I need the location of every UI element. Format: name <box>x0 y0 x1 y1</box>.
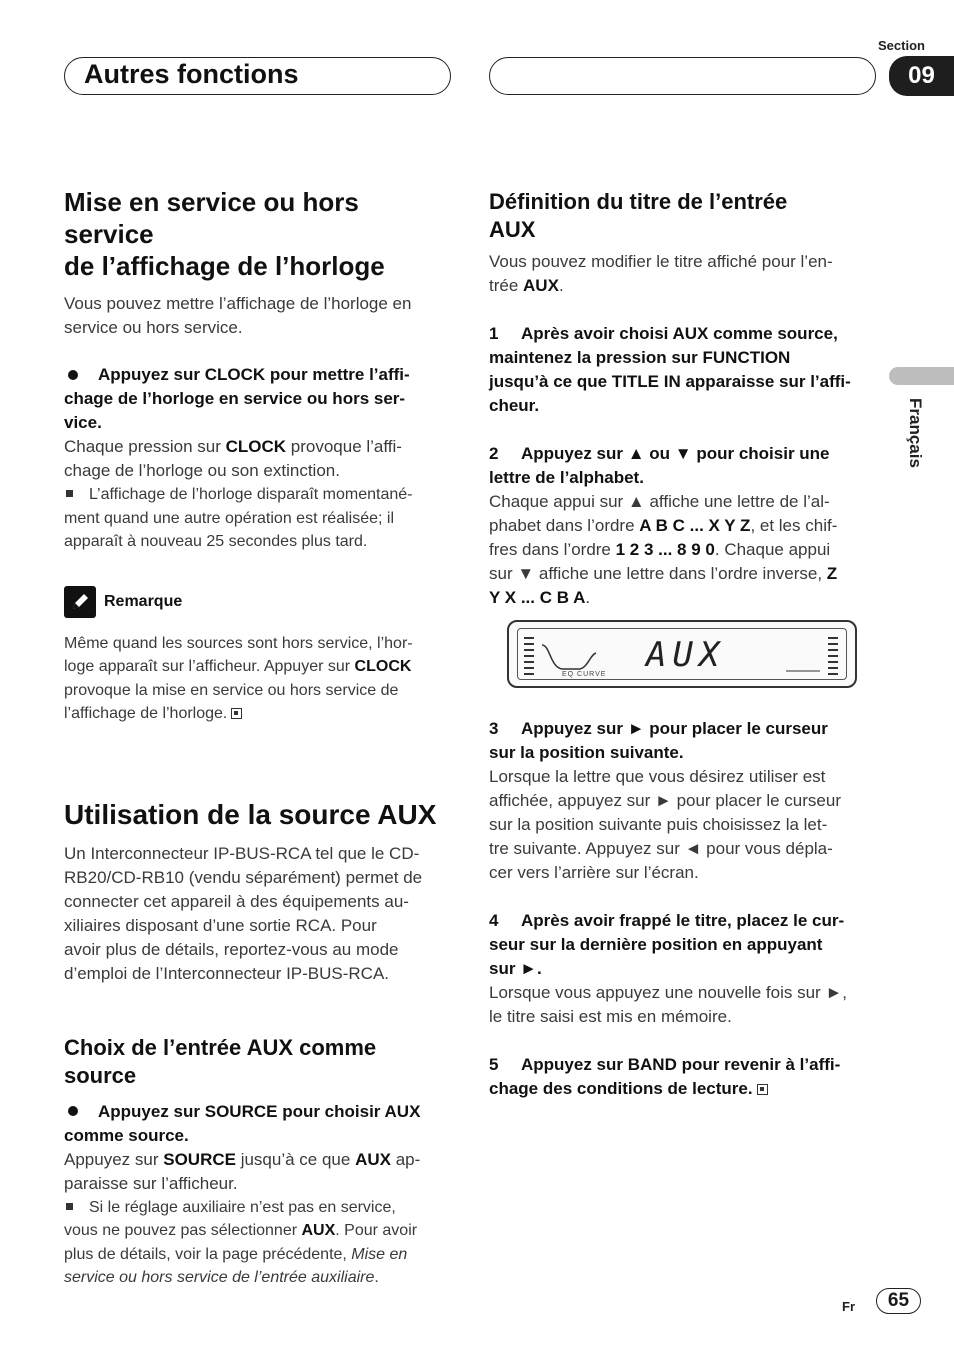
text-line: avoir plus de détails, reportez-vous au mode <box>64 939 399 959</box>
key-name: 1 2 3 ... 8 9 0 <box>615 540 715 559</box>
lcd-screen <box>517 628 847 680</box>
note-square-icon <box>66 1203 73 1210</box>
text-line: Après avoir frappé le titre, placez le cur- <box>521 911 845 930</box>
text-line: seur sur la dernière position en appuyant <box>489 935 823 954</box>
remark-label: Remarque <box>104 592 183 610</box>
step-4 <box>489 909 875 981</box>
end-mark-icon <box>757 1084 768 1095</box>
text-line: Appuyez sur BAND pour revenir à l’affi- <box>521 1055 841 1074</box>
aux-title-intro <box>489 250 875 298</box>
step-number: 2 <box>489 444 499 463</box>
cross-reference: service ou hors service de l’entrée auxiliaire <box>64 1269 375 1286</box>
key-name: Y X ... C B A <box>489 588 586 607</box>
clock-section-title <box>64 186 450 282</box>
text-line: Lorsque vous appuyez une nouvelle fois sur ►, <box>489 983 847 1002</box>
text-line: chage de l’horloge en service ou hors ser- <box>64 389 406 408</box>
key-name: CLOCK <box>354 658 412 675</box>
text-line: Appuyez sur SOURCE pour choisir AUX <box>98 1101 421 1121</box>
note-square-icon <box>66 490 73 497</box>
text-line: affichée, appuyez sur ► pour placer le curseur <box>489 791 841 810</box>
text-line: Appuyez sur ▲ ou ▼ pour choisir une <box>521 444 830 463</box>
step-number: 1 <box>489 324 499 343</box>
header-blank-pill <box>489 57 876 95</box>
step-number: 3 <box>489 719 499 738</box>
text-line: l’affichage de l’horloge. <box>64 705 228 722</box>
end-mark-icon <box>231 708 242 719</box>
text-line: xiliaires disposant d’une sortie RCA. Pour <box>64 915 377 935</box>
bullet-icon <box>68 370 78 380</box>
text-span: fres dans l’ordre <box>489 540 616 559</box>
step-1 <box>489 322 875 418</box>
step-2-description <box>489 490 875 610</box>
text-span: . <box>558 276 564 295</box>
text-line: Choix de l’entrée AUX comme <box>64 1034 377 1060</box>
text-line: tre suivante. Appuyez sur ◄ pour vous dépla- <box>489 839 833 858</box>
text-line: chage de l’horloge ou son extinction. <box>64 461 340 480</box>
text-line: d’emploi de l’Interconnecteur IP-BUS-RCA. <box>64 963 390 983</box>
language-side-label: Français <box>906 398 925 468</box>
step-3-description <box>489 765 875 885</box>
clock-note <box>64 483 450 554</box>
clock-intro <box>64 292 450 340</box>
key-name: AUX <box>355 1149 391 1169</box>
footer-language-code: Fr <box>842 1299 855 1314</box>
text-line: maintenez la pression sur FUNCTION <box>489 348 791 367</box>
text-line: Lorsque la lettre que vous désirez utiliser est <box>489 767 826 786</box>
text-span: . Pour avoir <box>335 1222 418 1239</box>
clock-description <box>64 435 450 483</box>
page-header-title: Autres fonctions <box>84 59 299 89</box>
text-span: plus de détails, voir la page précédente, <box>64 1245 352 1263</box>
text-line: Vous pouvez modifier le titre affiché pour l’en- <box>489 252 833 271</box>
text-span: . <box>374 1269 379 1286</box>
section-label: Section <box>878 38 925 53</box>
text-line: vice. <box>64 413 102 432</box>
key-name: SOURCE <box>163 1149 236 1169</box>
text-span: trée <box>489 276 524 295</box>
clock-instruction <box>64 363 450 435</box>
text-line: Chaque appui sur ▲ affiche une lettre de l’al- <box>489 492 830 511</box>
text-span: vous ne pouvez pas sélectionner <box>64 1222 302 1239</box>
text-span: sur ▼ affiche une lettre dans l’ordre inverse, <box>489 564 827 583</box>
text-line: Définition du titre de l’entrée <box>489 189 788 214</box>
language-side-tab <box>889 367 954 385</box>
step-number: 4 <box>489 911 499 930</box>
clock-title-line: de l’affichage de l’horloge <box>64 251 385 281</box>
text-line: Si le réglage auxiliaire n’est pas en service, <box>89 1198 396 1216</box>
pencil-icon <box>64 586 96 618</box>
text-line: Même quand les sources sont hors service, l’hor- <box>64 634 413 652</box>
text-line: Appuyez sur ► pour placer le curseur <box>521 719 828 738</box>
aux-choice-description <box>64 1148 450 1196</box>
text-line: ment quand une autre opération est réalisée; il <box>64 509 394 527</box>
text-line: L’affichage de l’horloge disparaît momentané- <box>89 486 413 503</box>
key-name: CLOCK <box>225 437 287 456</box>
step-2 <box>489 442 875 490</box>
step-5 <box>489 1053 875 1101</box>
text-line: RB20/CD-RB10 (vendu séparément) permet de <box>64 867 423 887</box>
text-line: Vous pouvez mettre l’affichage de l’horloge en <box>64 294 412 313</box>
page-number: 65 <box>876 1288 921 1314</box>
text-line: paraisse sur l’afficheur. <box>64 1173 238 1193</box>
key-name: AUX <box>301 1222 336 1239</box>
clock-title-line: Mise en service ou hors service <box>64 187 359 249</box>
aux-choice-note <box>64 1196 450 1290</box>
level-meter-right-icon <box>784 629 844 683</box>
key-name: AUX <box>523 276 559 295</box>
text-line: sur la position suivante puis choisissez la let- <box>489 815 828 834</box>
text-line: source <box>64 1062 137 1088</box>
remark-text <box>64 632 450 726</box>
text-span: loge apparaît sur l’afficheur. Appuyer sur <box>64 658 355 675</box>
text-line: Après avoir choisi AUX comme source, <box>521 324 838 343</box>
right-column <box>489 188 875 610</box>
aux-source-section-title: Utilisation de la source AUX <box>64 798 437 830</box>
text-line: Appuyez sur CLOCK pour mettre l’affi- <box>98 365 410 384</box>
text-line: provoque la mise en service ou hors service de <box>64 681 399 699</box>
aux-title-section-title <box>489 188 875 244</box>
text-line: apparaît à nouveau 25 secondes plus tard. <box>64 533 368 550</box>
text-line: chage des conditions de lecture. <box>489 1079 753 1098</box>
bullet-icon <box>68 1106 78 1116</box>
text-span: jusqu’à ce que <box>235 1149 356 1169</box>
key-name: Z <box>826 564 838 583</box>
text-line: comme source. <box>64 1125 189 1145</box>
text-span: Appuyez sur <box>64 1149 164 1169</box>
text-span: provoque l’affi- <box>286 437 402 456</box>
text-line: le titre saisi est mis en mémoire. <box>489 1007 732 1026</box>
remark-header <box>64 586 450 618</box>
text-line: sur la position suivante. <box>489 743 684 762</box>
left-column <box>64 186 450 1290</box>
text-line: AUX <box>489 217 536 242</box>
text-span: phabet dans l’ordre <box>489 516 640 535</box>
step-number: 5 <box>489 1055 499 1074</box>
text-line: cer vers l’arrière sur l’écran. <box>489 863 699 882</box>
text-span: . Chaque appui <box>714 540 831 559</box>
section-number-badge: 09 <box>889 56 954 96</box>
right-column-lower <box>489 717 875 1101</box>
text-span: Chaque pression sur <box>64 437 226 456</box>
cross-reference: Mise en <box>351 1245 408 1263</box>
text-span: , et les chif- <box>750 516 838 535</box>
text-line: jusqu’à ce que TITLE IN apparaisse sur l’affi- <box>489 372 851 391</box>
step-4-description <box>489 981 875 1029</box>
text-line: connecter cet appareil à des équipements au- <box>64 891 409 911</box>
lcd-display-illustration <box>507 620 857 688</box>
step-3 <box>489 717 875 765</box>
aux-choice-instruction <box>64 1100 450 1148</box>
text-line: service ou hors service. <box>64 318 243 337</box>
eq-curve-label: EQ CURVE <box>562 671 607 678</box>
lcd-title-text: AUX <box>646 635 726 675</box>
text-line: lettre de l’alphabet. <box>489 468 644 487</box>
text-line: Un Interconnecteur IP-BUS-RCA tel que le CD- <box>64 843 420 863</box>
text-span: . <box>585 588 591 607</box>
aux-choice-section-title <box>64 1034 450 1090</box>
text-line: sur ►. <box>489 959 542 978</box>
key-name: A B C ... X Y Z <box>639 516 751 535</box>
aux-source-intro <box>64 842 450 986</box>
text-span: ap- <box>390 1149 421 1169</box>
text-line: cheur. <box>489 396 540 415</box>
